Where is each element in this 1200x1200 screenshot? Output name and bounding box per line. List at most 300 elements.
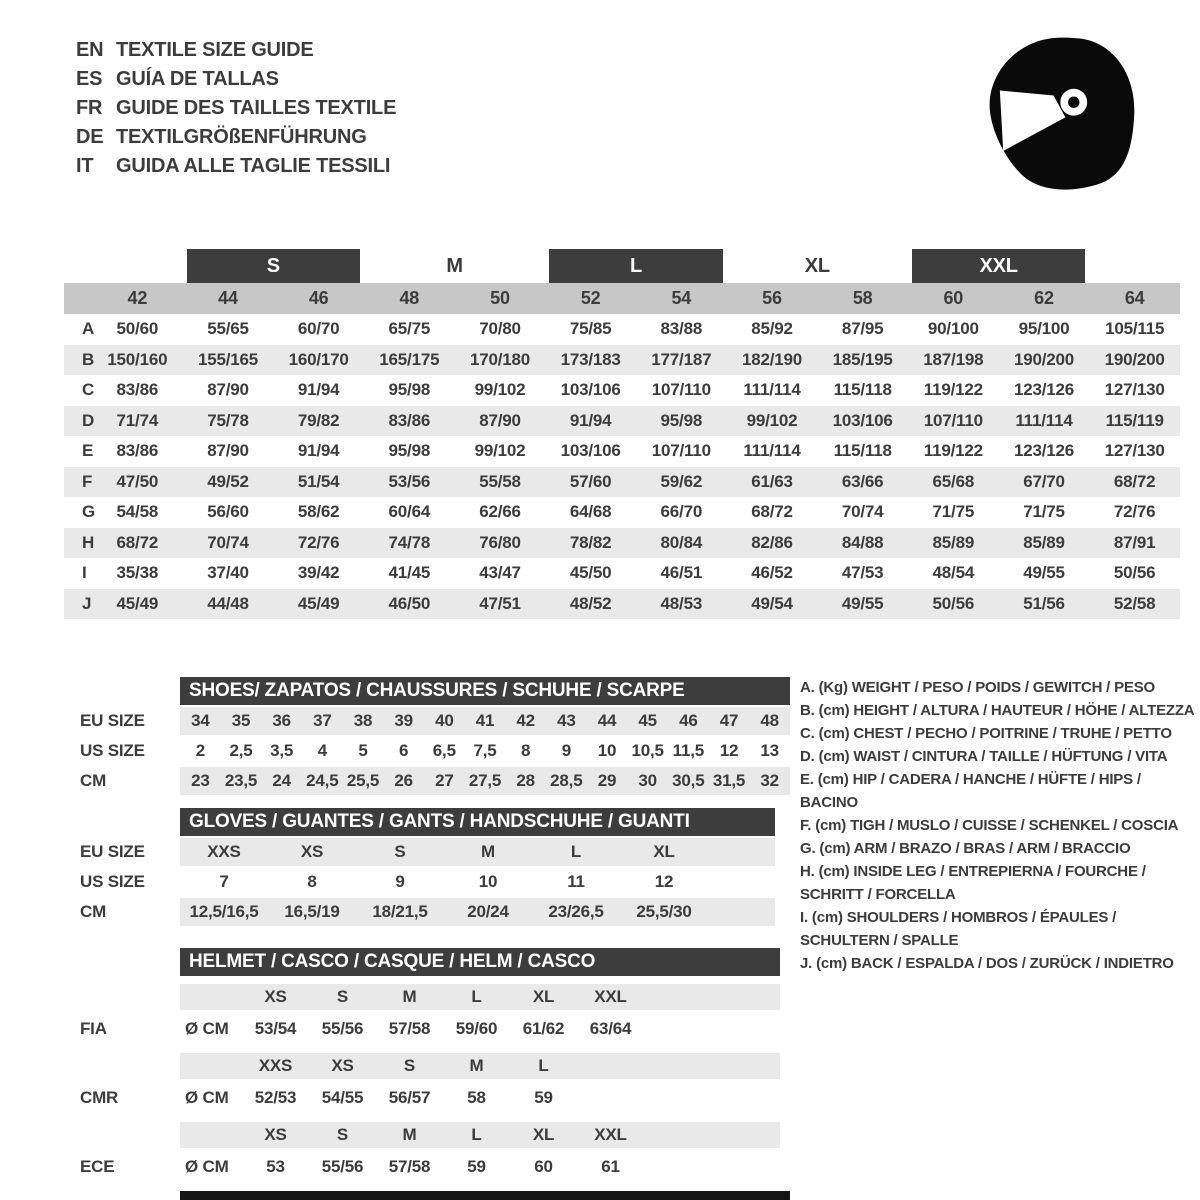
size-cell: 95/98	[388, 441, 431, 461]
size-cell: 105/115	[1105, 319, 1165, 339]
size-cell: 91/94	[569, 410, 612, 430]
helmet-size-value: 59/60	[455, 1018, 498, 1038]
helmet-size-label: XXL	[594, 987, 627, 1006]
size-band-l: L	[549, 249, 722, 283]
helmet-size-label: XL	[532, 987, 555, 1006]
shoes-cell: 28	[516, 771, 535, 790]
size-cell: 45/49	[297, 593, 340, 613]
size-cell: 170/180	[469, 349, 531, 369]
row-letter: I	[82, 563, 87, 583]
shoes-row	[65, 767, 790, 795]
size-cell: 45/50	[569, 563, 612, 583]
size-cell: 160/170	[288, 349, 349, 369]
size-cell: 103/106	[832, 410, 893, 430]
helmet-value-row	[65, 1081, 780, 1114]
size-cell: 87/90	[207, 441, 249, 461]
helmet-size-label: XXL	[594, 1125, 627, 1144]
size-cell: 68/72	[751, 502, 793, 522]
helmet-size-value: 61/62	[522, 1018, 565, 1038]
shoes-cell: 40	[435, 711, 454, 730]
gloves-cell: S	[394, 842, 406, 861]
shoes-cell: 23,5	[224, 771, 258, 790]
shoes-table	[65, 677, 790, 797]
helmet-size-label: M	[402, 987, 417, 1006]
size-cell: 49/52	[207, 471, 249, 491]
size-cell: 111/114	[743, 380, 801, 400]
shoes-cell: 5	[358, 741, 368, 760]
shoes-cell: 9	[561, 741, 571, 760]
helmet-size-label: M	[402, 1125, 417, 1144]
helmet-size-label: L	[471, 1125, 482, 1144]
size-cell: 57/60	[569, 471, 612, 491]
size-cell: 127/130	[1104, 380, 1165, 400]
row-letter: J	[82, 593, 92, 613]
shoes-cell: 6,5	[432, 741, 456, 760]
size-cell: 47/51	[479, 593, 521, 613]
gloves-cells	[180, 898, 775, 926]
gloves-cell: 9	[395, 872, 405, 891]
size-column-header: 42	[127, 288, 148, 308]
size-band-row	[64, 249, 1180, 283]
gloves-cell: M	[481, 842, 495, 861]
size-cell: 46/52	[751, 563, 793, 583]
size-table-row	[64, 345, 1180, 376]
size-band-s: S	[187, 249, 360, 283]
shoes-table-title: SHOES/ ZAPATOS / CHAUSSURES / SCHUHE / SCARPE	[180, 677, 790, 705]
size-cell: 91/94	[297, 441, 340, 461]
size-cell: 49/55	[1023, 563, 1065, 583]
shoes-cell: 24,5	[306, 771, 339, 790]
row-label: EU SIZE	[80, 711, 145, 730]
shoes-cells	[180, 767, 790, 795]
size-cell: 49/55	[841, 593, 884, 613]
guide-title: GUIDA ALLE TAGLIE TESSILI	[116, 155, 391, 177]
shoes-cell: 24	[272, 771, 291, 790]
size-band-xl: XL	[804, 254, 830, 277]
helmet-value-cells	[180, 1081, 780, 1114]
size-cell: 79/82	[297, 410, 340, 430]
shoes-cells	[180, 707, 790, 735]
size-cell: 82/86	[751, 532, 793, 552]
size-cell: 71/75	[932, 502, 975, 522]
size-cell: 90/100	[927, 319, 979, 339]
size-cell: 177/187	[651, 349, 712, 369]
size-cell: 67/70	[1023, 471, 1065, 491]
size-cell: 70/74	[841, 502, 884, 522]
helmet-size-value: 63/64	[589, 1018, 632, 1038]
shoes-cells	[180, 737, 790, 765]
size-cell: 48/53	[660, 593, 703, 613]
legend-item: E. (cm) HIP / CADERA / HANCHE / HÜFTE / HIPS / BACINO	[800, 771, 1141, 811]
gloves-cell: 12,5/16,5	[189, 902, 259, 921]
size-cell: 45/49	[116, 593, 159, 613]
size-cell: 107/110	[651, 380, 711, 400]
size-cell: 87/90	[479, 410, 521, 430]
size-cell: 68/72	[1113, 471, 1156, 491]
standard-label-fia: FIA	[80, 1018, 107, 1038]
shoes-cell: 38	[353, 711, 373, 730]
size-table-row	[64, 528, 1180, 559]
size-cell: 60/70	[297, 319, 340, 339]
gloves-cell: L	[570, 842, 582, 861]
title-row-fr	[76, 94, 396, 123]
helmet-size-label: S	[336, 987, 349, 1006]
size-cell: 56/60	[207, 502, 249, 522]
size-cell: 55/58	[479, 471, 521, 491]
size-cell: 71/75	[1023, 502, 1065, 522]
size-cell: 66/70	[660, 502, 703, 522]
helmet-size-value: 56/57	[388, 1087, 431, 1107]
shoes-cell: 41	[475, 711, 495, 730]
size-cell: 75/85	[569, 319, 612, 339]
shoes-cell: 8	[521, 741, 531, 760]
size-cell: 87/95	[841, 319, 884, 339]
shoes-cell: 3,5	[270, 741, 294, 760]
bottom-bar	[180, 1191, 790, 1200]
size-cell: 83/86	[116, 441, 159, 461]
size-cell: 190/200	[1013, 349, 1075, 369]
gloves-cell: 18/21,5	[372, 902, 428, 921]
size-cell: 54/58	[116, 502, 159, 522]
row-label: US SIZE	[80, 741, 145, 760]
size-cell: 83/86	[116, 380, 159, 400]
size-cell: 76/80	[479, 532, 521, 552]
shoes-cell: 10,5	[631, 741, 664, 760]
shoes-cell: 39	[394, 711, 413, 730]
size-cell: 115/118	[833, 441, 892, 461]
helmet-size-cells	[180, 1053, 780, 1079]
helmet-size-value: 57/58	[388, 1018, 431, 1038]
size-cell: 87/90	[207, 380, 249, 400]
size-column-header: 54	[671, 288, 692, 308]
gloves-cell: 20/24	[467, 902, 509, 921]
size-cell: 70/80	[479, 319, 521, 339]
spacer	[65, 1116, 180, 1148]
size-cell: 50/60	[116, 319, 159, 339]
legend-item: D. (cm) WAIST / CINTURA / TAILLE / HÜFTUNG / VITA	[800, 748, 1168, 765]
size-cell: 75/78	[207, 410, 249, 430]
helmet-value-cells	[180, 1150, 780, 1183]
gloves-cell: 8	[307, 872, 317, 891]
shoes-cell: 31,5	[712, 771, 746, 790]
size-cell: 61/63	[751, 471, 793, 491]
size-cell: 48/52	[569, 593, 612, 613]
size-cell: 72/76	[1113, 502, 1156, 522]
size-cell: 46/51	[660, 563, 703, 583]
helmet-size-label: S	[336, 1125, 349, 1144]
shoes-cell: 6	[399, 741, 409, 760]
size-cell: 47/53	[841, 563, 884, 583]
gloves-row	[65, 838, 775, 866]
helmet-size-value: 59	[534, 1087, 553, 1107]
gloves-cell: XL	[653, 842, 675, 861]
size-cell: 51/54	[297, 471, 340, 491]
spacer	[64, 283, 92, 314]
spacer	[180, 1053, 242, 1079]
legend-item: I. (cm) SHOULDERS / HOMBROS / ÉPAULES / SCHULTERN / SPALLE	[800, 909, 1117, 949]
helmet-size-value: 59	[467, 1156, 486, 1176]
legend-item: B. (cm) HEIGHT / ALTURA / HAUTEUR / HÖHE / ALTEZZA	[800, 702, 1195, 719]
row-letter: D	[82, 410, 95, 430]
size-cell: 111/114	[1015, 410, 1073, 430]
shoes-cell: 46	[679, 711, 698, 730]
size-cell: 80/84	[660, 532, 703, 552]
shoes-cell: 7,5	[473, 741, 497, 760]
size-column-header: 52	[580, 288, 601, 308]
shoes-row	[65, 707, 790, 735]
size-column-header: 50	[490, 288, 510, 308]
helmet-size-value: 61	[601, 1156, 620, 1176]
shoes-cell: 44	[597, 711, 617, 730]
size-cell: 47/50	[116, 471, 159, 491]
helmet-rows	[65, 978, 780, 1183]
size-cell: 55/65	[207, 319, 249, 339]
size-cell: 87/91	[1113, 532, 1156, 552]
size-cell: 95/98	[660, 410, 703, 430]
shoes-cell: 42	[516, 711, 535, 730]
shoes-cell: 26	[394, 771, 413, 790]
size-cell: 39/42	[297, 563, 340, 583]
shoes-cell: 23	[191, 771, 210, 790]
shoes-cell: 11,5	[672, 741, 704, 760]
helmet-size-value: 55/56	[321, 1156, 364, 1176]
size-cell: 84/88	[841, 532, 884, 552]
size-cell: 155/165	[197, 349, 259, 369]
shoes-header-row	[65, 677, 790, 705]
helmet-table	[65, 948, 780, 1185]
size-cell: 53/56	[388, 471, 431, 491]
helmet-size-value: 57/58	[388, 1156, 431, 1176]
language-code: FR	[76, 97, 103, 119]
helmet-size-label: XS	[264, 987, 287, 1006]
size-cell: 65/75	[388, 319, 431, 339]
size-cell: 68/72	[116, 532, 159, 552]
row-letter: E	[82, 441, 94, 461]
helmet-size-value: 53	[266, 1156, 285, 1176]
size-cell: 127/130	[1104, 441, 1165, 461]
size-table-row	[64, 375, 1180, 406]
shoes-cell: 25,5	[346, 771, 380, 790]
helmet-size-value: 58	[467, 1087, 486, 1107]
size-cell: 78/82	[569, 532, 612, 552]
main-size-table	[64, 249, 1180, 619]
row-letter: B	[82, 349, 95, 369]
helmet-size-row	[65, 1047, 780, 1079]
size-cell: 35/38	[116, 563, 159, 583]
shoes-cell: 29	[597, 771, 617, 790]
size-cell: 64/68	[569, 502, 612, 522]
size-column-header: 44	[218, 288, 238, 308]
legend-item: H. (cm) INSIDE LEG / ENTREPIERNA / FOURCHE / SCHRITT / FORCELLA	[800, 863, 1146, 903]
gloves-cell: 7	[219, 872, 229, 891]
size-cell: 59/62	[660, 471, 703, 491]
helmet-size-label: XS	[331, 1056, 354, 1075]
spacer	[65, 677, 180, 705]
row-letter: A	[82, 319, 95, 339]
size-cell: 74/78	[388, 532, 431, 552]
shoes-cell: 34	[191, 711, 210, 730]
legend-item: J. (cm) BACK / ESPALDA / DOS / ZURÜCK / INDIETRO	[800, 955, 1174, 972]
size-table-row	[64, 558, 1180, 589]
size-cell: 103/106	[560, 380, 621, 400]
gloves-cell: 10	[478, 872, 498, 891]
gloves-cell: 16,5/19	[284, 902, 340, 921]
shoes-cell: 27,5	[468, 771, 502, 790]
gloves-row	[65, 898, 775, 926]
shoes-cell: 47	[719, 711, 739, 730]
size-table-row	[64, 314, 1180, 345]
shoes-cell: 48	[760, 711, 779, 730]
size-cell: 173/183	[560, 349, 621, 369]
shoes-cell: 45	[638, 711, 657, 730]
gloves-cell: 23/26,5	[548, 902, 604, 921]
size-cell: 190/200	[1104, 349, 1165, 369]
size-cell: 70/74	[207, 532, 249, 552]
spacer	[65, 808, 180, 836]
size-column-header: 48	[399, 288, 420, 308]
helmet-header-row	[65, 948, 780, 976]
helmet-size-label: M	[469, 1056, 484, 1075]
shoes-cell: 12	[719, 741, 739, 760]
row-label: US SIZE	[80, 872, 145, 891]
guide-title: GUÍA DE TALLAS	[116, 68, 279, 90]
gloves-cell: 12	[654, 872, 674, 891]
spacer	[180, 1122, 242, 1148]
spacer	[65, 1047, 180, 1079]
size-cell: 123/126	[1013, 441, 1075, 461]
size-cell: 107/110	[923, 410, 983, 430]
helmet-size-label: L	[538, 1056, 549, 1075]
gloves-row	[65, 868, 775, 896]
shoes-cell: 27	[435, 771, 454, 790]
size-cell: 83/86	[388, 410, 431, 430]
guide-title: TEXTILE SIZE GUIDE	[116, 39, 314, 61]
helmet-size-cells	[180, 984, 780, 1010]
helmet-value-cells	[180, 1012, 780, 1045]
size-cell: 115/119	[1105, 410, 1164, 430]
shoes-cell: 10	[597, 741, 617, 760]
diameter-unit-label: Ø CM	[185, 1018, 229, 1038]
language-code: ES	[76, 68, 103, 90]
gloves-cell: XXS	[207, 842, 241, 861]
size-table-row	[64, 467, 1180, 498]
shoes-cell: 2,5	[229, 741, 253, 760]
shoes-cell: 37	[313, 711, 332, 730]
size-column-header: 60	[943, 288, 964, 308]
helmet-size-label: L	[471, 987, 482, 1006]
standard-label-cmr: CMR	[80, 1087, 119, 1107]
size-cell: 91/94	[297, 380, 340, 400]
row-letter: C	[82, 380, 95, 400]
spacer	[65, 978, 180, 1010]
size-cell: 107/110	[651, 441, 711, 461]
size-cell: 72/76	[297, 532, 340, 552]
gloves-cells	[180, 838, 775, 866]
size-table-row	[64, 589, 1180, 620]
helmet-size-value: 52/53	[254, 1087, 297, 1107]
size-cell: 63/66	[841, 471, 884, 491]
size-cell: 115/118	[833, 380, 892, 400]
guide-title: TEXTILGRÖßENFÜHRUNG	[116, 126, 367, 148]
helmet-size-cells	[180, 1122, 780, 1148]
size-cell: 62/66	[479, 502, 521, 522]
size-cell: 150/160	[107, 349, 168, 369]
size-cell: 99/102	[746, 410, 798, 430]
row-label: EU SIZE	[80, 842, 145, 861]
size-cell: 95/98	[388, 380, 431, 400]
standard-label-ece: ECE	[80, 1156, 115, 1176]
helmet-size-label: XL	[532, 1125, 555, 1144]
shoes-cell: 43	[557, 711, 576, 730]
size-cell: 71/74	[116, 410, 159, 430]
spacer	[180, 984, 242, 1010]
size-cell: 119/122	[923, 441, 983, 461]
size-cell: 99/102	[474, 380, 526, 400]
size-band-xxl: XXL	[912, 249, 1085, 283]
size-cell: 185/195	[832, 349, 893, 369]
title-row-en	[76, 36, 396, 65]
size-cell: 46/50	[388, 593, 431, 613]
shoes-cell: 2	[195, 741, 205, 760]
size-cell: 52/58	[1113, 593, 1156, 613]
size-cell: 103/106	[560, 441, 621, 461]
size-column-header: 46	[308, 288, 329, 308]
size-cell: 111/114	[743, 441, 801, 461]
language-title-block	[76, 36, 396, 181]
size-column-header: 64	[1124, 288, 1145, 308]
gloves-header-row	[65, 808, 775, 836]
helmet-size-label: S	[403, 1056, 416, 1075]
gloves-table-title: GLOVES / GUANTES / GANTS / HANDSCHUHE / GUANTI	[180, 808, 775, 836]
size-band-m: M	[446, 254, 463, 277]
helmet-size-label: XXS	[258, 1056, 293, 1075]
row-label: CM	[80, 902, 107, 921]
shoes-cell: 32	[760, 771, 779, 790]
size-column-header: 58	[852, 288, 873, 308]
racing-helmet-icon	[978, 30, 1146, 198]
legend-item: G. (cm) ARM / BRAZO / BRAS / ARM / BRACCIO	[800, 840, 1131, 857]
size-cell: 51/56	[1023, 593, 1065, 613]
size-cell: 99/102	[474, 441, 526, 461]
size-cell: 95/100	[1018, 319, 1070, 339]
size-cell: 50/56	[932, 593, 975, 613]
row-letter: F	[82, 471, 93, 491]
gloves-cell: XS	[300, 842, 324, 861]
title-row-es	[76, 65, 396, 94]
size-cell: 37/40	[207, 563, 249, 583]
size-cell: 48/54	[932, 563, 975, 583]
title-row-de	[76, 123, 396, 152]
row-letter: G	[82, 502, 96, 522]
legend-item: A. (Kg) WEIGHT / PESO / POIDS / GEWITCH / PESO	[800, 679, 1155, 696]
size-cell: 50/56	[1113, 563, 1156, 583]
gloves-cells	[180, 868, 775, 896]
size-cell: 43/47	[479, 563, 521, 583]
guide-title: GUIDE DES TAILLES TEXTILE	[116, 97, 397, 119]
gloves-cell: 11	[567, 872, 585, 891]
size-cell: 60/64	[388, 502, 431, 522]
helmet-table-title: HELMET / CASCO / CASQUE / HELM / CASCO	[180, 948, 780, 976]
size-cell: 49/54	[751, 593, 793, 613]
size-column-header: 56	[762, 288, 782, 308]
spacer	[65, 948, 180, 976]
size-cell: 187/198	[923, 349, 984, 369]
size-cell: 83/88	[660, 319, 703, 339]
helmet-size-value: 54/55	[321, 1087, 364, 1107]
language-code: IT	[76, 155, 94, 177]
gloves-rows	[65, 838, 775, 926]
helmet-size-row	[65, 978, 780, 1010]
